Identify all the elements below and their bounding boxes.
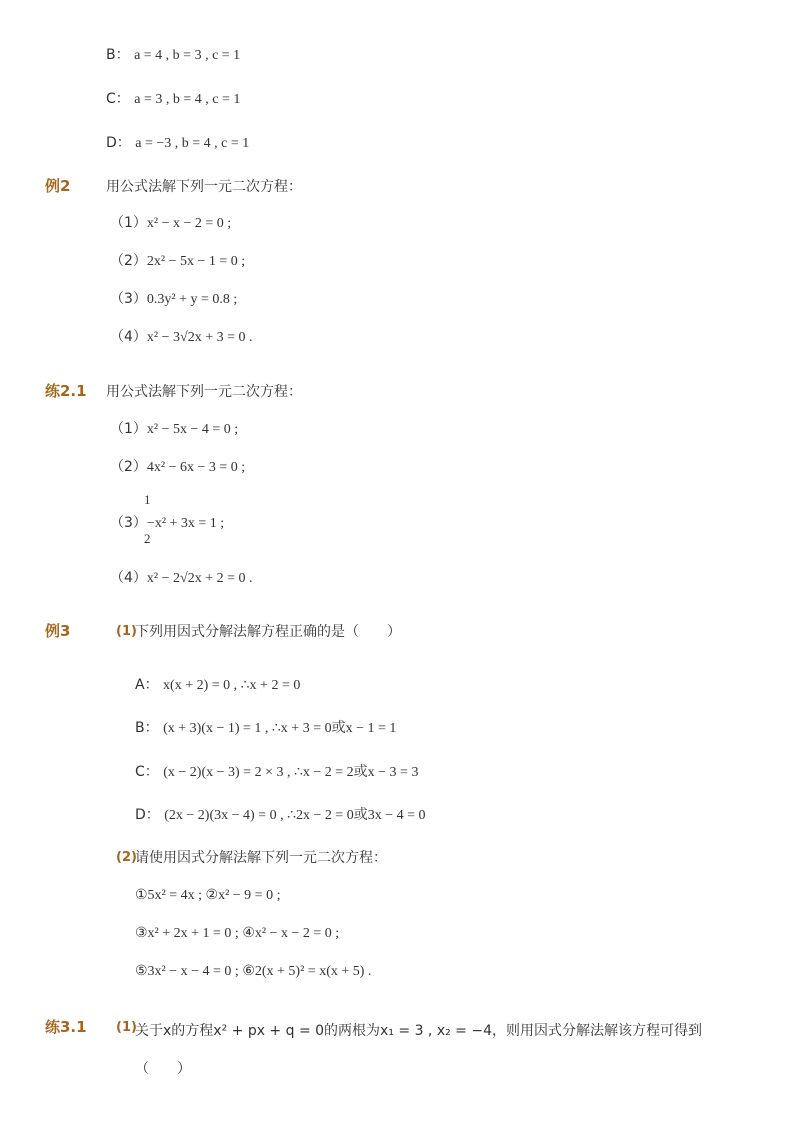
practice-3-1-label: 练3.1	[45, 1018, 87, 1036]
option-d	[106, 133, 249, 154]
example-3-option-c	[135, 762, 418, 783]
item-math: x² − 3√2x + 3 = 0 .	[146, 330, 253, 345]
item-number: （2）	[110, 459, 147, 475]
example-3-part-2-prompt: 请使用因式分解法解下列一元二次方程：	[135, 850, 387, 866]
answer-blank: （ ）	[135, 1061, 191, 1077]
practice-2-1-item-4	[110, 568, 253, 589]
option-math: a = 4 , b = 3 , c = 1	[134, 48, 241, 63]
fraction-numerator: 1	[144, 492, 151, 507]
example-2-item-1	[110, 213, 231, 234]
item-number: （3）	[110, 515, 147, 531]
example-2-prompt: 用公式法解下列一元二次方程：	[106, 179, 302, 195]
practice-2-1-item-1	[110, 419, 238, 440]
option-letter: B：	[106, 47, 130, 63]
example-2-label: 例2	[45, 177, 71, 195]
item-math: −x² + 3x = 1 ;	[146, 516, 225, 531]
item-math: 2x² − 5x − 1 = 0 ;	[146, 254, 246, 269]
option-letter: A：	[135, 677, 159, 693]
option-math: (x + 3)(x − 1) = 1 , ∴x + 3 = 0或x − 1 = 1	[163, 721, 397, 736]
item-math: x² − 2√2x + 2 = 0 .	[146, 571, 253, 586]
example-3-part-1-prompt: 下列用因式分解法解方程正确的是（ ）	[135, 624, 401, 640]
option-math: (2x − 2)(3x − 4) = 0 , ∴2x − 2 = 0或3x − 4 = 0	[164, 808, 426, 823]
example-3-part-2-line-3: ⑤3x² − x − 4 = 0 ; ⑥2(x + 5)² = x(x + 5) .	[135, 964, 372, 979]
example-3-part-2-line-1: ①5x² = 4x ; ②x² − 9 = 0 ;	[135, 888, 281, 903]
practice-2-1-label: 练2.1	[45, 382, 87, 400]
item-math: 4x² − 6x − 3 = 0 ;	[146, 460, 246, 475]
item-number: （1）	[110, 215, 147, 231]
option-letter: D：	[106, 135, 131, 151]
example-2-item-4	[110, 327, 253, 348]
example-3-label: 例3	[45, 622, 71, 640]
example-3-option-b	[135, 718, 396, 739]
option-letter: D：	[135, 807, 160, 823]
fraction-denominator: 2	[144, 531, 151, 546]
practice-2-1-item-3	[110, 513, 224, 534]
item-number: （3）	[110, 291, 147, 307]
option-letter: C：	[135, 764, 159, 780]
example-3-part-2-line-2: ③x² + 2x + 1 = 0 ; ④x² − x − 2 = 0 ;	[135, 926, 340, 941]
option-letter: C：	[106, 91, 130, 107]
item-number: （1）	[110, 421, 147, 437]
practice-3-1-part-1-tag: (1)	[116, 1020, 137, 1035]
option-math: (x − 2)(x − 3) = 2 × 3 , ∴x − 2 = 2或x − 3 = 3	[163, 765, 419, 780]
option-math: a = 3 , b = 4 , c = 1	[134, 92, 241, 107]
example-3-part-1-tag: (1)	[116, 624, 137, 639]
item-math: 0.3y² + y = 0.8 ;	[146, 292, 238, 307]
item-number: （2）	[110, 253, 147, 269]
example-3-option-a	[135, 675, 300, 696]
practice-2-1-item-2	[110, 457, 245, 478]
item-math: x² − x − 2 = 0 ;	[146, 216, 232, 231]
practice-3-1-text: 关于x的方程x² + px + q = 0的两根为x₁ = 3 , x₂ = −4，则用因式分解法解该方程可得到	[135, 1023, 702, 1039]
example-3-part-2-tag: (2)	[116, 850, 137, 865]
example-2-item-2	[110, 251, 245, 272]
example-3-option-d	[135, 805, 426, 826]
item-number: （4）	[110, 570, 147, 586]
option-letter: B：	[135, 720, 159, 736]
practice-2-1-prompt: 用公式法解下列一元二次方程：	[106, 384, 302, 400]
option-b	[106, 45, 240, 66]
item-number: （4）	[110, 329, 147, 345]
option-c	[106, 89, 240, 110]
option-math: a = −3 , b = 4 , c = 1	[135, 136, 250, 151]
item-math: x² − 5x − 4 = 0 ;	[146, 422, 239, 437]
option-math: x(x + 2) = 0 , ∴x + 2 = 0	[163, 678, 301, 693]
example-2-item-3	[110, 289, 237, 310]
